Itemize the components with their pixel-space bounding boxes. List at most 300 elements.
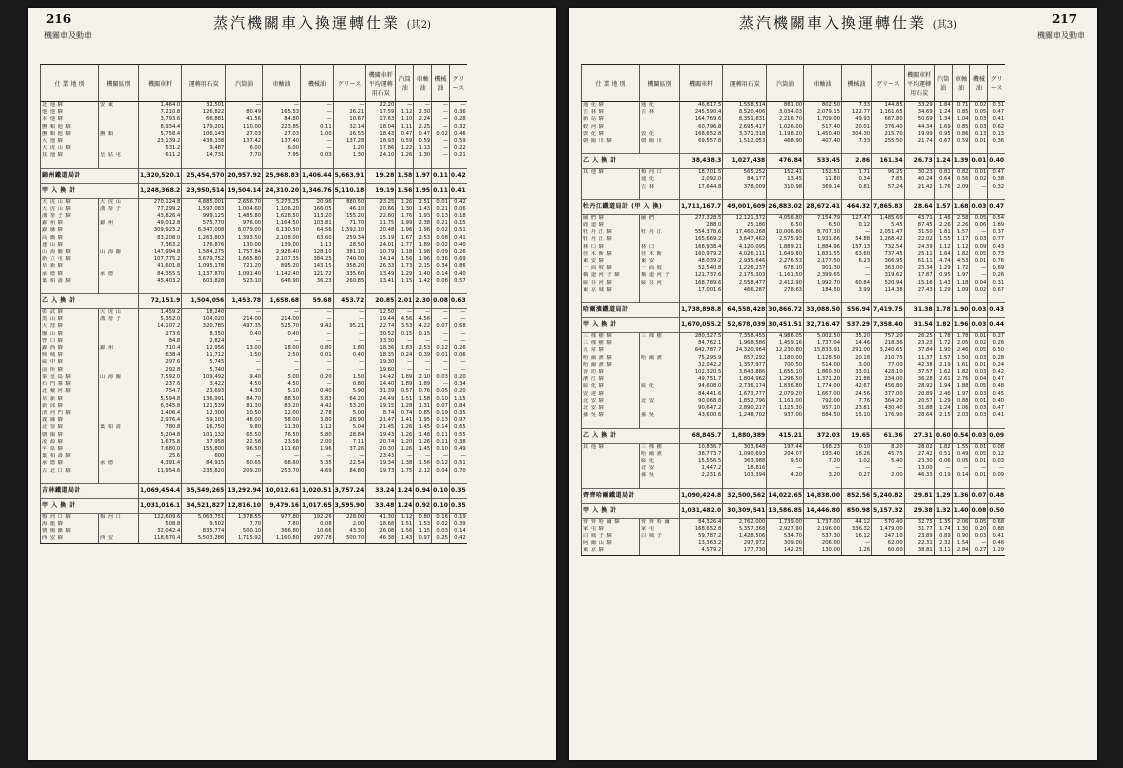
division-cell [99,124,139,131]
value-cell: 52,678,039 [723,318,767,333]
value-cell: 0.51 [934,451,952,458]
value-cell: 0.36 [432,256,450,263]
value-cell: 5,758.4 [139,131,182,138]
spacer-row [582,420,1006,429]
division-cell [99,439,139,446]
value-cell: 309.00 [767,540,804,547]
division-cell: 溝 帮 子 [99,206,139,213]
value-cell: 1,889.21 [767,244,804,251]
division-cell [99,359,139,366]
value-cell: 2,108.00 [263,235,301,242]
value-cell: 1.30 [414,152,432,159]
value-cell: 1.04 [952,116,970,123]
value-cell: — [263,453,301,460]
value-cell: 2.00 [872,472,905,479]
value-cell: 72,151.9 [139,294,182,309]
value-cell: 1.56 [414,460,432,467]
value-cell: 147,994.8 [139,249,182,256]
value-cell: 0.20 [449,388,466,395]
value-cell: — [263,102,301,110]
value-cell: 0.44 [988,318,1005,333]
table-row [582,116,1006,123]
value-cell: 106,143 [182,131,226,138]
value-cell: — [449,309,466,317]
value-cell: 0.42 [449,168,466,183]
table-row [582,214,1006,222]
work-location-cell: 北 安 驛 [582,398,640,405]
value-cell: 732.54 [872,244,905,251]
value-cell: 8.74 [366,410,396,417]
value-cell: 737.45 [872,251,905,258]
value-cell: — [333,316,366,323]
value-cell: 11.37 [904,355,934,362]
work-location-cell: 興 城 驛 [41,352,99,359]
table-row [41,439,467,446]
division-cell [99,528,139,535]
value-cell: 18,701.5 [680,169,723,177]
value-cell: — [449,316,466,323]
value-cell: 1.24 [934,109,952,116]
value-cell: 0.20 [970,526,988,533]
value-cell: 1,428,506 [723,533,767,540]
value-cell: 104,020 [182,316,226,323]
value-cell: 2.15 [934,412,952,419]
value-cell: 0.68 [988,518,1005,526]
value-cell: 33.48 [366,498,396,513]
value-cell: 0.02 [970,287,988,294]
value-cell: 24,310.20 [263,183,301,198]
value-cell: 1.89 [988,222,1005,229]
work-location-cell: 五 常 驛 [582,347,640,354]
value-cell: 0.46 [988,540,1005,547]
value-cell: 2,656.70 [226,198,263,206]
value-cell: 303,648 [723,443,767,451]
value-cell: 1.39 [952,154,970,169]
value-cell: 65.50 [226,432,263,439]
work-location-cell: 東 安 驛 [582,258,640,265]
value-cell: 0.26 [988,340,1005,347]
work-location-cell: 大 他 驛 [41,138,99,145]
value-cell: 377.00 [872,391,905,398]
value-cell: 1.12 [934,244,952,251]
value-cell: 0.14 [952,472,970,479]
value-cell: 24.01 [366,242,396,249]
division-cell [640,236,680,243]
value-cell: 255.50 [872,138,905,145]
value-cell: 6.50 [767,222,804,229]
work-location-cell: 朝 陽 鎭 驛 [41,528,99,535]
value-cell: 0.41 [988,533,1005,540]
value-cell: 1,738,898.8 [680,303,723,318]
value-cell: 0.24 [396,352,414,359]
value-cell: 88.50 [263,396,301,403]
table-row [582,244,1006,251]
value-cell: — [263,309,301,317]
value-cell: 0.14 [449,528,466,535]
value-cell: 0.41 [449,235,466,242]
value-cell: 9,487 [182,145,226,152]
value-cell: 1,393.50 [226,235,263,242]
value-cell: — [226,338,263,345]
work-location-cell: 牡丹江鐵道局計 (甲 入 換) [582,199,680,214]
value-cell: 600 [182,453,226,460]
value-cell: 6.00 [226,145,263,152]
value-cell: 1.69 [934,124,952,131]
value-cell: 11.30 [263,424,301,431]
value-cell: 4.22 [414,323,432,330]
table-row [582,229,1006,236]
value-cell: 0.56 [952,176,970,183]
table-row [582,333,1006,341]
value-cell: 1.12 [952,244,970,251]
work-location-cell: 平 泉 驛 [41,446,99,453]
value-cell: 2.53 [414,345,432,352]
value-cell: 0.12 [432,345,450,352]
value-cell: 570.40 [872,518,905,526]
value-cell: 11,712 [182,352,226,359]
division-cell [640,222,680,229]
value-cell: 0.01 [970,398,988,405]
division-cell: 通 化 [640,102,680,110]
division-cell [99,381,139,388]
subtotal-row [41,168,467,183]
value-cell: 0.67 [988,287,1005,294]
value-cell: 4.56 [396,316,414,323]
value-cell: 1.82 [934,318,952,333]
value-cell: 11.80 [804,176,842,183]
value-cell: 3,422 [182,381,226,388]
value-cell: 0.12 [432,460,450,467]
value-cell: 1.50 [226,352,263,359]
value-cell: — [333,309,366,317]
value-cell: 76.50 [263,432,301,439]
division-cell [99,410,139,417]
value-cell: 364.20 [872,398,905,405]
table-row [582,547,1006,555]
value-cell: — [449,367,466,374]
value-cell: — [970,265,988,272]
table-row [41,521,467,528]
value-cell: 366.80 [263,528,301,535]
value-cell: 130.00 [226,242,263,249]
value-cell: 20.66 [366,206,396,213]
value-cell: 1.40 [952,503,970,518]
value-cell: 0.88 [952,398,970,405]
value-cell: 96.50 [226,446,263,453]
value-cell: 4,986.05 [767,333,804,341]
value-cell: 1.31 [414,403,432,410]
value-cell: 3,034.03 [767,109,804,116]
value-cell: 136,991 [182,396,226,403]
value-cell: 1,739.00 [767,518,804,526]
value-cell: 611.2 [139,152,182,159]
value-cell: 0.02 [432,227,450,234]
value-cell: 2,231.6 [680,472,723,479]
right-page-title [739,12,957,33]
work-location-cell: 錦 州 驛 [41,220,99,227]
value-cell: — [432,338,450,345]
value-cell: 83,208.0 [139,235,182,242]
division-cell: 通 化 [640,176,680,183]
col-header-grease: グリース [872,65,905,102]
value-cell: 0.40 [449,242,466,249]
value-cell: 1.56 [396,183,414,198]
work-location-cell: 海 龍 驛 [41,521,99,528]
value-cell: 646.90 [263,278,301,285]
value-cell: 2.84 [952,547,970,555]
value-cell: 23.30 [904,458,934,465]
value-cell: 0.03 [432,528,450,535]
value-cell: 9.50 [767,458,804,465]
table-row [41,535,467,543]
value-cell: 31.77 [904,526,934,533]
value-cell: — [970,540,988,547]
table-row [41,124,467,131]
value-cell: 5.00 [333,410,366,417]
value-cell: 0.51 [449,460,466,467]
value-cell: 45,403.2 [139,278,182,285]
value-cell: 1.82 [952,251,970,258]
division-cell: 林 口 [640,244,680,251]
value-cell: 2,762,000 [723,518,767,526]
value-cell: 2,079.15 [804,109,842,116]
value-cell: 0.49 [449,446,466,453]
division-cell [99,468,139,475]
value-cell: 1,453.78 [226,294,263,309]
value-cell: — [414,338,432,345]
value-cell: 1,180.00 [767,355,804,362]
col-header-car-km: 機關車粁 [139,65,182,102]
value-cell: 1,584,275 [182,249,226,256]
value-cell: 0.76 [988,258,1005,265]
value-cell: 17,460,268 [723,229,767,236]
division-cell: 承 德 [99,271,139,278]
subtotal-row [582,428,1006,443]
value-cell: 0.07 [970,488,988,503]
value-cell: — [301,316,334,323]
value-cell: 1.11 [396,124,414,131]
value-cell: 1.51 [396,521,414,528]
value-cell: 84,177 [723,176,767,183]
work-location-cell: 齊 齊 哈 爾 驛 [582,518,640,526]
value-cell: 0.01 [970,258,988,265]
table-row [41,403,467,410]
value-cell: 2.46 [934,391,952,398]
value-cell: 1,665.80 [226,256,263,263]
value-cell: 1.62 [934,369,952,376]
value-cell: 0.27 [970,547,988,555]
value-cell: 19,504.14 [226,183,263,198]
division-cell: 綏 化 [640,458,680,465]
value-cell: 1.42 [414,278,432,285]
work-location-cell: 通 化 驛 [582,102,640,110]
value-cell: — [301,381,334,388]
value-cell: 0.21 [449,152,466,159]
value-cell: — [432,102,450,110]
value-cell: 0.69 [988,265,1005,272]
value-cell: 0.95 [934,272,952,279]
work-location-cell: 甲 入 換 計 [41,183,139,198]
col-header-work: 仕 業 地 別 [41,65,99,102]
spacer-row [582,191,1006,200]
value-cell: 1.18 [952,280,970,287]
work-location-cell [582,176,640,183]
value-cell: 137.28 [333,138,366,145]
value-cell: 102,320.5 [680,369,723,376]
work-location-cell: 承 德 驛 [41,460,99,467]
value-cell: 0.62 [988,124,1005,131]
value-cell: 19.28 [366,168,396,183]
division-cell [99,116,139,123]
value-cell: 556.94 [842,303,872,318]
work-location-cell: 新 站 驛 [582,116,640,123]
value-cell: 152.41 [767,169,804,177]
value-cell: 21.88 [842,376,872,383]
value-cell: 0.43 [988,303,1005,318]
value-cell: 1,248,368.2 [139,183,182,198]
value-cell: 41.30 [366,513,396,521]
value-cell: 1.50 [333,374,366,381]
value-cell: 2.50 [263,352,301,359]
division-cell [99,396,139,403]
division-cell: 梅 河 口 [99,513,139,521]
value-cell: 0.31 [988,102,1005,110]
value-cell: 107,775.2 [139,256,182,263]
value-cell: 1,031,482.0 [680,503,723,518]
value-cell: 1,968,586 [723,340,767,347]
table-row [582,131,1006,138]
work-location-cell [582,472,640,479]
value-cell: 30,309,541 [723,503,767,518]
value-cell: 2.32 [934,540,952,547]
value-cell: 23.89 [904,533,934,540]
value-cell: 1.20 [396,439,414,446]
work-location-cell [582,451,640,458]
value-cell: 130.00 [804,547,842,555]
value-cell: 0.31 [988,280,1005,287]
value-cell: 0.27 [842,472,872,479]
value-cell: 38,773.7 [680,451,723,458]
value-cell: 476.84 [767,154,804,169]
value-cell: 1,737.00 [804,518,842,526]
value-cell: 14,838.00 [804,488,842,503]
value-cell: 1,161.50 [767,272,804,279]
value-cell: 336.32 [842,526,872,533]
value-cell: 215.70 [872,131,905,138]
division-cell: 葉 柏 壽 [99,424,139,431]
value-cell: 57.24 [872,184,905,191]
value-cell: 8,350 [182,331,226,338]
col-header-per100-grease: グリース [449,65,466,102]
value-cell: 5,002.50 [804,333,842,341]
value-cell: 64,558,428 [723,303,767,318]
spacer-row [41,285,467,294]
value-cell: 0.77 [988,236,1005,243]
value-cell: — [396,102,414,110]
value-cell: 861.00 [767,102,804,110]
value-cell: 1.29 [934,265,952,272]
value-cell: 1.82 [934,443,952,451]
value-cell: 0.20 [301,374,334,381]
col-header-coal: 運轉用石炭 [723,65,767,102]
division-cell: 錦 州 [99,345,139,352]
division-cell: 錦 州 [99,220,139,227]
value-cell: 34.69 [904,109,934,116]
value-cell: 26.33 [366,263,396,270]
value-cell: 1.18 [396,249,414,256]
value-cell: 1.17 [952,236,970,243]
value-cell: — [396,367,414,374]
value-cell: — [226,453,263,460]
value-cell: 2,276.53 [767,258,804,265]
value-cell: 1.77 [396,242,414,249]
work-location-cell: 孫 吳 驛 [582,412,640,419]
value-cell: 0.15 [449,220,466,227]
value-cell: 514.00 [804,362,842,369]
division-cell: 綏 化 [640,383,680,390]
value-cell: 17.59 [366,109,396,116]
value-cell: 164,769.6 [680,116,723,123]
value-cell: 0.35 [449,498,466,513]
value-cell: — [432,124,450,131]
value-cell: 0.08 [970,503,988,518]
value-cell: 1,160.80 [263,535,301,543]
value-cell: 20.96 [301,198,334,206]
value-cell: 38.81 [904,547,934,555]
value-cell: 0.01 [432,198,450,206]
value-cell: 2,196.00 [804,526,842,533]
value-cell: 0.97 [414,535,432,543]
division-cell [640,124,680,131]
value-cell: 16,750 [182,424,226,431]
value-cell: 30,866.72 [767,303,804,318]
value-cell: 84.8 [139,338,182,345]
value-cell: 46.10 [333,206,366,213]
work-location-cell: 綏 中 驛 [41,359,99,366]
table-row [41,116,467,123]
value-cell: 1,095,178 [182,263,226,270]
value-cell: 43,826.4 [139,213,182,220]
value-cell: 5,157.32 [872,503,905,518]
value-cell: 10,012.61 [263,483,301,498]
value-cell: 309,923.2 [139,227,182,234]
value-cell: 1,406.44 [301,168,334,183]
value-cell: 642,787.7 [680,347,723,354]
value-cell: 0.36 [449,109,466,116]
value-cell: 1,090,424.8 [680,488,723,503]
value-cell: 0.04 [432,468,450,475]
value-cell: 23.81 [842,405,872,412]
value-cell: 4.20 [767,472,804,479]
value-cell: 2,890,217 [723,405,767,412]
value-cell: 0.45 [988,391,1005,398]
value-cell: 0.19 [449,513,466,521]
value-cell: 18.43 [366,131,396,138]
value-cell: 1.56 [396,528,414,535]
value-cell: — [432,331,450,338]
value-cell: 0.57 [396,388,414,395]
value-cell: 280,327.5 [680,333,723,341]
col-header-grease: グリース [333,65,366,102]
subtotal-row [582,503,1006,518]
value-cell: 54.88 [842,236,872,243]
value-cell: 3,240.65 [872,347,905,354]
table-row [582,465,1006,472]
value-cell: 0.40 [301,388,334,395]
value-cell: 223.85 [263,124,301,131]
value-cell: — [432,152,450,159]
value-cell: 1.90 [952,303,970,318]
